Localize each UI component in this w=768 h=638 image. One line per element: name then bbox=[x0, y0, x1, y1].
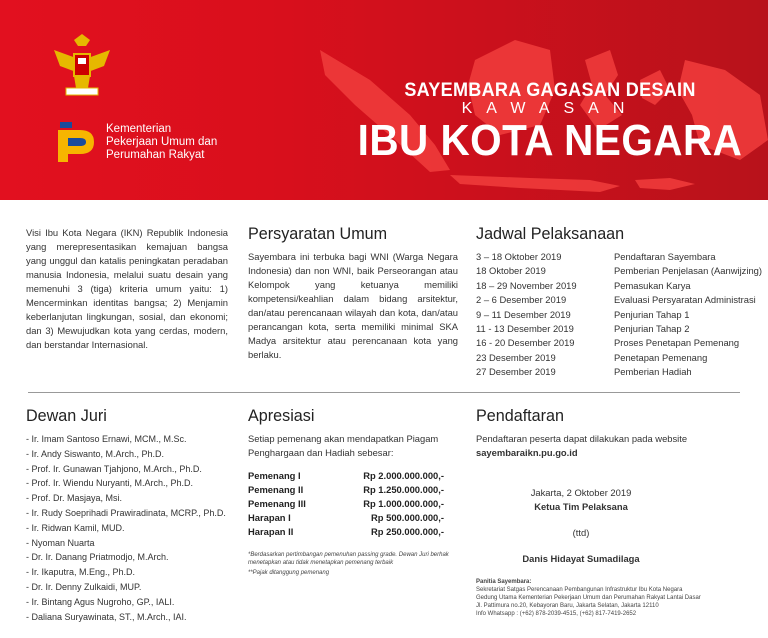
visi-text: Visi Ibu Kota Negara (IKN) Republik Indonesia yang merepresentasikan kemajuan bangsa yang unggul dan katalis peningkatan peradaban manusia Indonesia, melalui suatu desain yang memenuhi 3 (tiga) kriteria umum yaitu: 1) Mencerminkan identitas bangsa; 2) Menjamin keberlanjutan lingkungan, sosial, dan ekonomi; dan 3) Mewujudkan kota yang cerdas, modern, dan berstandar Internasional. bbox=[26, 227, 228, 350]
table-row bbox=[248, 525, 444, 539]
prize-amount: Rp 2.000.000.000,- bbox=[363, 470, 444, 481]
prize-rank: Pemenang I bbox=[248, 470, 301, 481]
visi-section bbox=[26, 226, 228, 352]
list-item: - Nyoman Nuarta bbox=[26, 537, 95, 548]
schedule-event: Pemberian Penjelasan (Aanwijzing) bbox=[614, 265, 762, 277]
header-banner bbox=[0, 0, 768, 200]
headline-line-1: SAYEMBARA GAGASAN DESAIN bbox=[404, 80, 696, 101]
table-row bbox=[248, 497, 444, 511]
schedule-event: Pemberian Hadiah bbox=[614, 366, 692, 378]
list-item: - Prof. Ir. Wiendu Nuryanti, M.Arch., Ph.D. bbox=[26, 478, 194, 489]
table-row bbox=[248, 469, 444, 483]
apresiasi-section bbox=[248, 406, 458, 577]
schedule-row bbox=[476, 279, 766, 293]
schedule-row bbox=[476, 351, 766, 365]
schedule-event: Penjurian Tahap 2 bbox=[614, 323, 690, 335]
list-item: - Ir. Andy Siswanto, M.Arch., Ph.D. bbox=[26, 448, 165, 459]
juri-title: Dewan Juri bbox=[26, 406, 107, 425]
schedule-date: 18 – 29 November 2019 bbox=[476, 279, 577, 291]
prize-rank: Harapan I bbox=[248, 512, 291, 523]
schedule-event: Pendaftaran Sayembara bbox=[614, 251, 716, 262]
schedule-row bbox=[476, 322, 766, 336]
prize-rank: Pemenang III bbox=[248, 498, 306, 509]
section-divider bbox=[28, 392, 740, 393]
panitia-line: Info Whatsapp : (+62) 878-2039-4515, (+62) 817-7419-2652 bbox=[476, 611, 637, 617]
schedule-row bbox=[476, 250, 766, 264]
schedule-event: Pemasukan Karya bbox=[614, 279, 691, 291]
ministry-name bbox=[106, 123, 217, 162]
signatory-name: Danis Hidayat Sumadilaga bbox=[522, 553, 640, 564]
schedule-row bbox=[476, 336, 766, 350]
persyaratan-text: Sayembara ini terbuka bagi WNI (Warga Negara Indonesia) dan non WNI, baik Perseorangan atau Kelompok yang ketuanya memiliki kompetensi/keahlian dalam bidang arsitektur, dan/atau perencanaan wilayah dan kota, dan/atau perancangan kota, serta memiliki minimal SKA Madya arsitektur atau perencanaan kota yang berlaku. bbox=[248, 251, 458, 360]
table-row bbox=[248, 511, 444, 525]
schedule-event: Penetapan Pemenang bbox=[614, 351, 708, 363]
apresiasi-title: Apresiasi bbox=[248, 406, 315, 425]
prize-amount: Rp 250.000.000,- bbox=[371, 526, 444, 537]
schedule-event: Penjurian Tahap 1 bbox=[614, 308, 690, 320]
headline-line-2: KAWASAN bbox=[461, 100, 639, 117]
schedule-list bbox=[476, 250, 766, 380]
prize-note-1: *Berdasarkan pertimbangan pemenuhan passing grade. Dewan Juri berhak menetapkan atau tidak menetapkan pemenang terbaik bbox=[248, 552, 449, 566]
list-item: - Ir. Bintang Agus Nugroho, GP., IALI. bbox=[26, 596, 175, 607]
ministry-logo bbox=[58, 122, 217, 162]
pendaftaran-text: Pendaftaran peserta dapat dilakukan pada website bbox=[476, 433, 688, 444]
panitia-line: Sekretariat Satgas Perencanaan Pembangunan Infrastruktur Ibu Kota Negara bbox=[476, 587, 683, 593]
list-item: - Dr. Ir. Danang Priatmodjo, M.Arch. bbox=[26, 552, 169, 563]
schedule-event: Evaluasi Persyaratan Administrasi bbox=[614, 294, 756, 306]
jury-list bbox=[26, 432, 246, 624]
panitia-title: Panitia Sayembara: bbox=[476, 579, 532, 585]
signature-mark: (ttd) bbox=[572, 527, 590, 538]
schedule-row bbox=[476, 264, 766, 278]
schedule-date: 16 - 20 Desember 2019 bbox=[476, 337, 575, 349]
jadwal-section bbox=[476, 224, 766, 380]
list-item: - Ir. Rudy Soeprihadi Prawiradinata, MCRP., Ph.D. bbox=[26, 507, 226, 518]
schedule-row bbox=[476, 365, 766, 379]
schedule-date: 3 – 18 Oktober 2019 bbox=[476, 251, 562, 262]
signatory-position: Ketua Tim Pelaksana bbox=[534, 501, 628, 512]
list-item: - Ir. Ridwan Kamil, MUD. bbox=[26, 522, 125, 533]
jadwal-title: Jadwal Pelaksanaan bbox=[476, 224, 625, 243]
list-item: - Prof. Ir. Gunawan Tjahjono, M.Arch., Ph.D. bbox=[26, 463, 202, 474]
list-item: - Prof. Dr. Masjaya, Msi. bbox=[26, 493, 123, 504]
schedule-date: 9 – 11 Desember 2019 bbox=[476, 308, 571, 320]
prize-rank: Harapan II bbox=[248, 526, 294, 537]
place-date: Jakarta, 2 Oktober 2019 bbox=[530, 487, 632, 498]
prize-rank: Pemenang II bbox=[248, 484, 304, 495]
apresiasi-intro: Setiap pemenang akan mendapatkan Piagam Penghargaan dan Hadiah sebesar: bbox=[248, 433, 439, 458]
list-item: - Dr. Ir. Denny Zulkaidi, MUP. bbox=[26, 581, 142, 592]
ministry-line-1: Kementerian bbox=[106, 122, 172, 135]
pendaftaran-section bbox=[476, 406, 746, 618]
prize-amount: Rp 500.000.000,- bbox=[371, 512, 444, 523]
list-item: - Ir. Ikaputra, M.Eng., Ph.D. bbox=[26, 567, 136, 578]
schedule-date: 18 Oktober 2019 bbox=[476, 265, 546, 277]
schedule-row bbox=[476, 293, 766, 307]
schedule-row bbox=[476, 308, 766, 322]
list-item: - Ir. Imam Santoso Ernawi, MCM., M.Sc. bbox=[26, 434, 187, 444]
prize-table bbox=[248, 469, 444, 539]
schedule-date: 23 Desember 2019 bbox=[476, 351, 556, 363]
schedule-date: 27 Desember 2019 bbox=[476, 366, 556, 378]
ministry-line-3: Perumahan Rakyat bbox=[106, 148, 205, 161]
pendaftaran-title: Pendaftaran bbox=[476, 406, 565, 425]
pu-logo-icon bbox=[58, 122, 98, 162]
panitia-line: Jl. Pattimura no.20, Kebayoran Baru, Jakarta Selatan, Jakarta 12110 bbox=[476, 603, 659, 609]
persyaratan-title: Persyaratan Umum bbox=[248, 224, 388, 243]
schedule-date: 2 – 6 Desember 2019 bbox=[476, 294, 567, 306]
prize-amount: Rp 1.000.000.000,- bbox=[363, 498, 444, 509]
headline-line-3: IBU KOTA NEGARA bbox=[357, 116, 743, 165]
prize-amount: Rp 1.250.000.000,- bbox=[363, 484, 444, 495]
panitia-line: Gedung Utama Kementerian Pekerjaan Umum dan Perumahan Rakyat Lantai Dasar bbox=[476, 595, 701, 601]
garuda-emblem-icon bbox=[50, 30, 114, 98]
list-item: - Daliana Suryawinata, ST., M.Arch., IAI. bbox=[26, 611, 187, 622]
juri-section bbox=[26, 406, 246, 624]
persyaratan-section bbox=[248, 224, 458, 362]
prize-note-2: **Pajak ditanggung pemenang bbox=[248, 570, 330, 576]
banner-headline bbox=[330, 80, 768, 164]
ministry-line-2: Pekerjaan Umum dan bbox=[106, 135, 218, 148]
schedule-date: 11 - 13 Desember 2019 bbox=[476, 323, 574, 335]
schedule-event: Proses Penetapan Pemenang bbox=[614, 337, 740, 349]
table-row bbox=[248, 483, 444, 497]
registration-website-link[interactable]: sayembaraikn.pu.go.id bbox=[476, 447, 578, 458]
logo-group bbox=[20, 30, 245, 180]
